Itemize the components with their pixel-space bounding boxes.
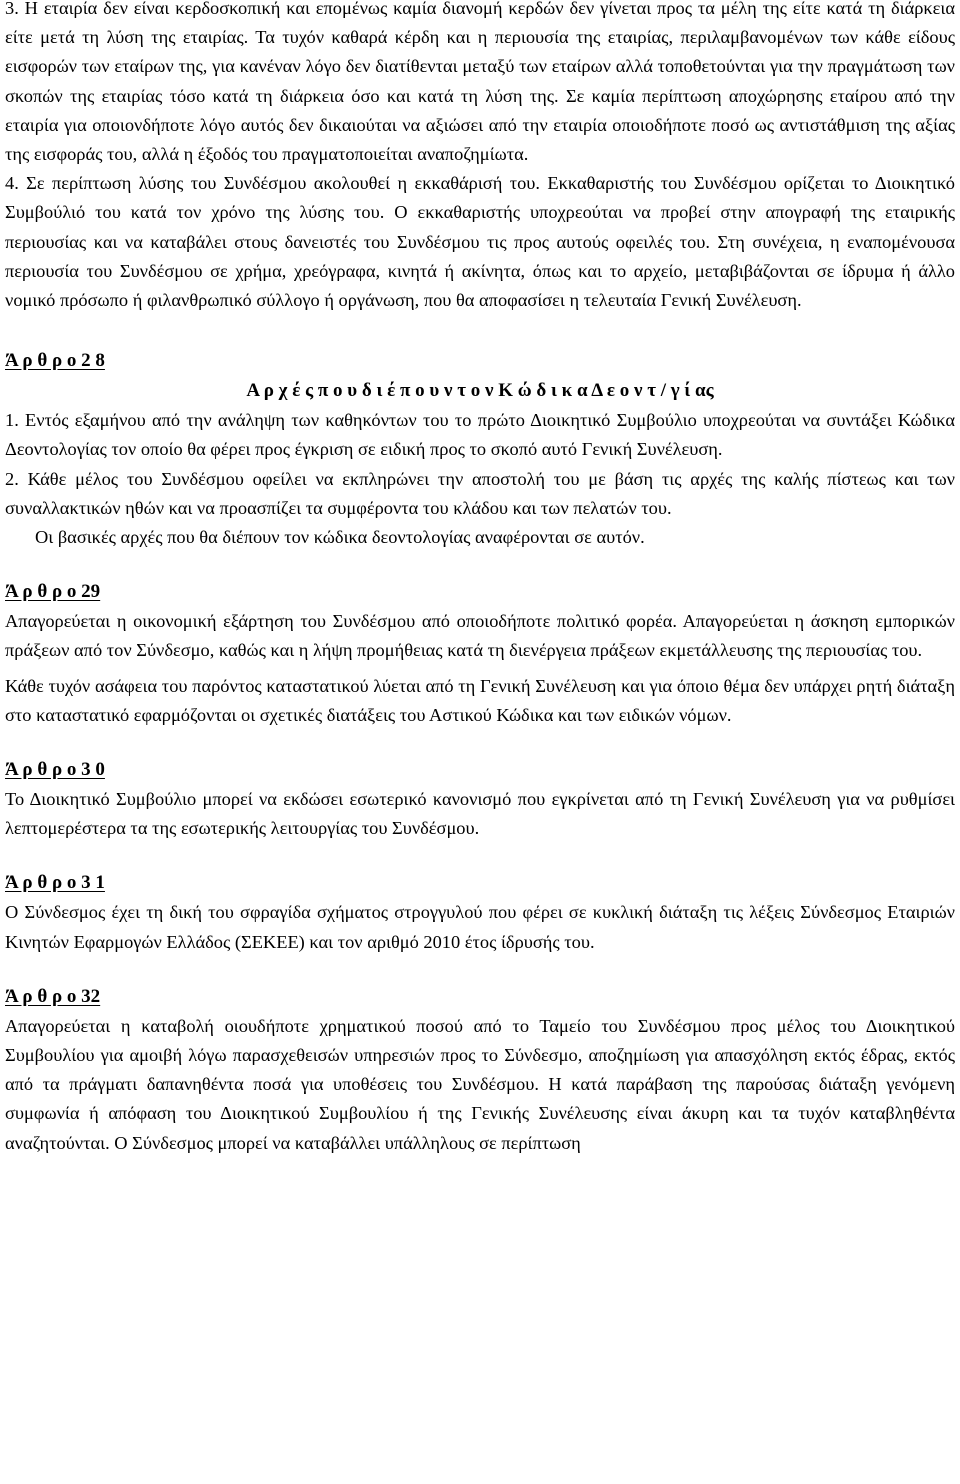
- article-29-heading: Ά ρ θ ρ ο 29: [5, 581, 101, 603]
- document-page: [5, 0, 955, 1158]
- spacer: [5, 552, 955, 577]
- article-32-paragraph-1: Απαγορεύεται η καταβολή οιουδήποτε χρηματικού ποσού από το Ταμείο του Συνδέσμου προς μέλος του Διοικητικού Συμβουλίου για αμοιβή λόγω παρασχεθεισών υπηρεσιών προς το Σύνδεσμο, αποζημίωση για απασχόληση εκτός έδρας, εκτός από τα πράγματι δαπανηθέντα ποσά για υποθέσεις του Συνδέσμου. Η κατά παράβαση της παρούσας διάταξη γενόμενη συμφωνία ή απόφαση του Διοικητικού Συμβουλίου ή της Γενικής Συνέλευσης είναι άκυρη και τα τυχόν καταβληθέντα αναζητούνται. Ο Σύνδεσμος μπορεί να καταβάλλει υπάλληλους σε περίπτωση: [5, 1015, 955, 1153]
- spacer: [5, 957, 955, 982]
- article-32-heading: Ά ρ θ ρ ο 32: [5, 985, 101, 1007]
- paragraph-clause-4: 4. Σε περίπτωση λύσης του Συνδέσμου ακολουθεί η εκκαθάρισή του. Εκκαθαριστής του Συνδέσμου ορίζεται το Διοικητικό Συμβούλιό του κατά τον χρόνο της λύσης του. Ο εκκαθαριστής υποχρεούται να προβεί στην απογραφή της εταιρικής περιουσίας και να καταβάλει στους δανειστές του Συνδέσμου τις προς αυτούς οφειλές του. Στη συνέχεια, η εναπομένουσα περιουσία του Συνδέσμου σε χρήμα, χρεόγραφα, κινητά ή ακίνητα, όπως και το αρχείο, μεταβιβάζονται σε ίδρυμα ή άλλο νομικό πρόσωπο ή φιλανθρωπικό σύλλογο ή οργάνωση, που θα αποφασίσει η τελευταία Γενική Συνέλευση.: [5, 173, 955, 311]
- spacer: [5, 843, 955, 868]
- article-29-paragraph-2: Κάθε τυχόν ασάφεια του παρόντος καταστατικού λύεται από τη Γενική Συνέλευση και για όποιο θέμα δεν υπάρχει ρητή διάταξη στο καταστατικό εφαρμόζονται οι σχετικές διατάξεις του Αστικού Κώδικα και των ειδικών νόμων.: [5, 675, 955, 725]
- article-31-paragraph-1: Ο Σύνδεσμος έχει τη δική του σφραγίδα σχήματος στρογγυλού που φέρει σε κυκλική διάταξη τις λέξεις Σύνδεσμος Εταιριών Κινητών Εφαρμογών Ελλάδος (ΣΕΚΕΕ) και τον αριθμό 2010 έτος ίδρυσής του.: [5, 902, 955, 952]
- spacer: [5, 315, 955, 346]
- article-31-heading: Ά ρ θ ρ ο 3 1: [5, 872, 105, 894]
- article-30-paragraph-1: Το Διοικητικό Συμβούλιο μπορεί να εκδώσει εσωτερικό κανονισμό που εγκρίνεται από τη Γενική Συνέλευση για να ρυθμίσει λεπτομερέστερα τα της εσωτερικής λειτουργίας του Συνδέσμου.: [5, 789, 955, 839]
- article-30-heading: Ά ρ θ ρ ο 3 0: [5, 759, 105, 781]
- article-29-paragraph-1: Απαγορεύεται η οικονομική εξάρτηση του Συνδέσμου από οποιοδήποτε πολιτικό φορέα. Απαγορεύεται η άσκηση εμπορικών πράξεων από τον Σύνδεσμο, καθώς και η λήψη προμήθειας κατά τη διενέργεια πράξεων εκμετάλλευσης της περιουσίας του.: [5, 611, 955, 661]
- spacer: [5, 730, 955, 755]
- article-28-subheading: Α ρ χ έ ς π ο υ δ ι έ π ο υ ν τ ο ν Κ ώ δ ι κ α Δ ε ο ν τ / γ ί ας: [246, 380, 714, 402]
- article-28-paragraph-2: 2. Κάθε μέλος του Συνδέσμου οφείλει να εκπληρώνει την αποστολή του με βάση τις αρχές της καλής πίστεως και των συναλλακτικών ηθών και να προασπίζει τα συμφέροντα του κλάδου και των πελατών του.: [5, 468, 955, 518]
- article-28-paragraph-3: Οι βασικές αρχές που θα διέπουν τον κώδικα δεοντολογίας αναφέρονται σε αυτόν.: [35, 527, 645, 548]
- article-28-heading: Ά ρ θ ρ ο 2 8: [5, 350, 105, 372]
- paragraph-clause-3: 3. Η εταιρία δεν είναι κερδοσκοπική και επομένως καμία διανομή κερδών δεν γίνεται προς τα μέλη της είτε κατά τη διάρκεια είτε μετά τη λύση της εταιρίας. Τα τυχόν καθαρά κέρδη και η περιουσία της εταιρίας, περιλαμβανομένων των κάθε είδους εισφορών των εταίρων της, για κανέναν λόγο δεν διατίθενται μεταξύ των εταίρων αλλά τοποθετούνται για την πραγμάτωση των σκοπών της εταιρίας τόσο κατά τη διάρκεια όσο και κατά τη λύση της. Σε καμία περίπτωση αποχώρησης εταίρου από την εταιρία για οποιονδήποτε λόγο αυτός δεν δικαιούται να αξιώσει από την εταιρία οποιοδήποτε ποσό ως αντιστάθμιση της αξίας της εισφοράς του, αλλά η έξοδός του πραγματοποιείται αναποζημίωτα.: [5, 0, 955, 165]
- article-28-paragraph-1: 1. Εντός εξαμήνου από την ανάληψη των καθηκόντων του το πρώτο Διοικητικό Συμβούλιο υποχρεούται να συντάξει Κώδικα Δεοντολογίας τον οποίο θα φέρει προς έγκριση σε ειδική προς το σκοπό αυτό Γενική Συνέλευση.: [5, 410, 955, 460]
